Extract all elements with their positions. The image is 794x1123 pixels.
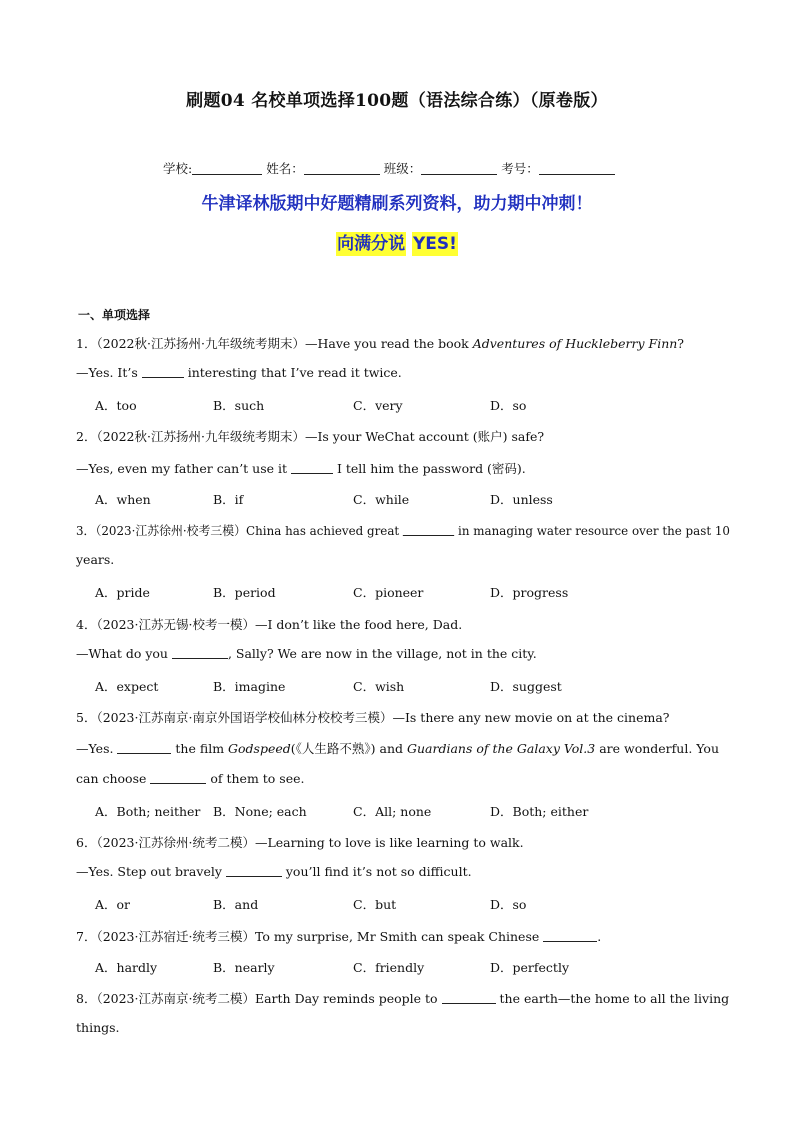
answer-blank [150,771,206,784]
option-a[interactable]: A．hardly [95,960,158,975]
promo-highlight-yes: YES! [413,234,457,254]
promo-line-2 [0,229,794,254]
question-3-stem: 3．（2023·江苏徐州·校考三模）China has achieved great in managing water resource over the past 10 [76,523,730,538]
school-field[interactable] [192,161,262,175]
option-b[interactable]: B．such [213,398,265,413]
exam-no-label: 考号： [501,161,539,176]
option-c[interactable]: C．wish [353,679,405,694]
option-a[interactable]: A．when [95,492,151,507]
exam-no-field[interactable] [539,161,615,175]
question-8-line-2: things. [76,1020,120,1035]
page-title: 刷题04 名校单项选择100题（语法综合练）（原卷版） [186,91,608,111]
option-a[interactable]: A．expect [95,679,159,694]
option-a[interactable]: A．or [95,897,131,912]
class-field[interactable] [421,161,497,175]
student-info-fields [163,159,615,177]
answer-blank [117,741,171,754]
option-d[interactable]: D．so [490,897,527,912]
question-3-line-2: years. [76,552,115,567]
option-b[interactable]: B．nearly [213,960,275,975]
question-5-line-2: —Yes. the film Godspeed(《人生路不熟》) and Guardians of the Galaxy Vol.3 are wonderful. You [76,741,720,756]
answer-blank [226,864,282,877]
question-6-stem: 6．（2023·江苏徐州·统考二模）—Learning to love is like learning to walk. [76,835,524,850]
answer-blank [442,991,496,1004]
name-label: 姓名： [266,161,304,176]
option-c[interactable]: C．very [353,398,403,413]
option-d[interactable]: D．unless [490,492,553,507]
option-d[interactable]: D．Both; either [490,804,589,819]
answer-blank [142,365,184,378]
question-4-stem: 4．（2023·江苏无锡·校考一模）—I don’t like the food here, Dad. [76,617,463,632]
option-c[interactable]: C．pioneer [353,585,424,600]
option-c[interactable]: C．while [353,492,410,507]
class-label: 班级： [383,161,422,176]
question-1-line-2: —Yes. It’s interesting that I’ve read it twice. [76,365,402,380]
option-a[interactable]: A．pride [95,585,150,600]
section-title: 一、单项选择 [78,308,151,322]
promo-line-1: 牛津译林版期中好题精刷系列资料，助力期中冲刺！ [201,194,593,214]
option-d[interactable]: D．so [490,398,527,413]
question-5-stem: 5．（2023·江苏南京·南京外国语学校仙林分校校考三模）—Is there any new movie on at the cinema? [76,710,670,725]
question-6-line-2: —Yes. Step out bravely you’ll find it’s not so difficult. [76,864,472,879]
option-a[interactable]: A．too [95,398,137,413]
option-d[interactable]: D．perfectly [490,960,570,975]
answer-blank [403,523,454,536]
option-c[interactable]: C．but [353,897,397,912]
option-a[interactable]: A．Both; neither [95,804,201,819]
question-8-stem: 8．（2023·江苏南京·统考二模）Earth Day reminds people to the earth—the home to all the living [76,991,730,1006]
answer-blank [291,461,333,474]
option-c[interactable]: C．friendly [353,960,425,975]
option-b[interactable]: B．and [213,897,259,912]
answer-blank [172,646,228,659]
name-field[interactable] [304,161,380,175]
question-7-stem: 7．（2023·江苏宿迁·统考三模）To my surprise, Mr Smith can speak Chinese . [76,929,602,944]
option-d[interactable]: D．suggest [490,679,562,694]
promo-highlight-text: 向满分说 [337,234,406,254]
option-d[interactable]: D．progress [490,585,569,600]
option-b[interactable]: B．if [213,492,244,507]
option-b[interactable]: B．period [213,585,276,600]
option-b[interactable]: B．imagine [213,679,286,694]
question-2-stem: 2．（2022秋·江苏扬州·九年级统考期末）—Is your WeChat account (账户) safe? [76,429,545,444]
option-b[interactable]: B．None; each [213,804,307,819]
answer-blank [543,929,597,942]
question-4-line-2: —What do you , Sally? We are now in the village, not in the city. [76,646,537,661]
option-c[interactable]: C．All; none [353,804,432,819]
school-label: 学校: [163,161,193,176]
question-5-line-3: can choose of them to see. [76,771,305,786]
question-1-stem: 1．（2022秋·江苏扬州·九年级统考期末）—Have you read the book Adventures of Huckleberry Finn? [76,336,684,351]
question-2-line-2: —Yes, even my father can’t use it I tell him the password (密码). [76,461,526,476]
